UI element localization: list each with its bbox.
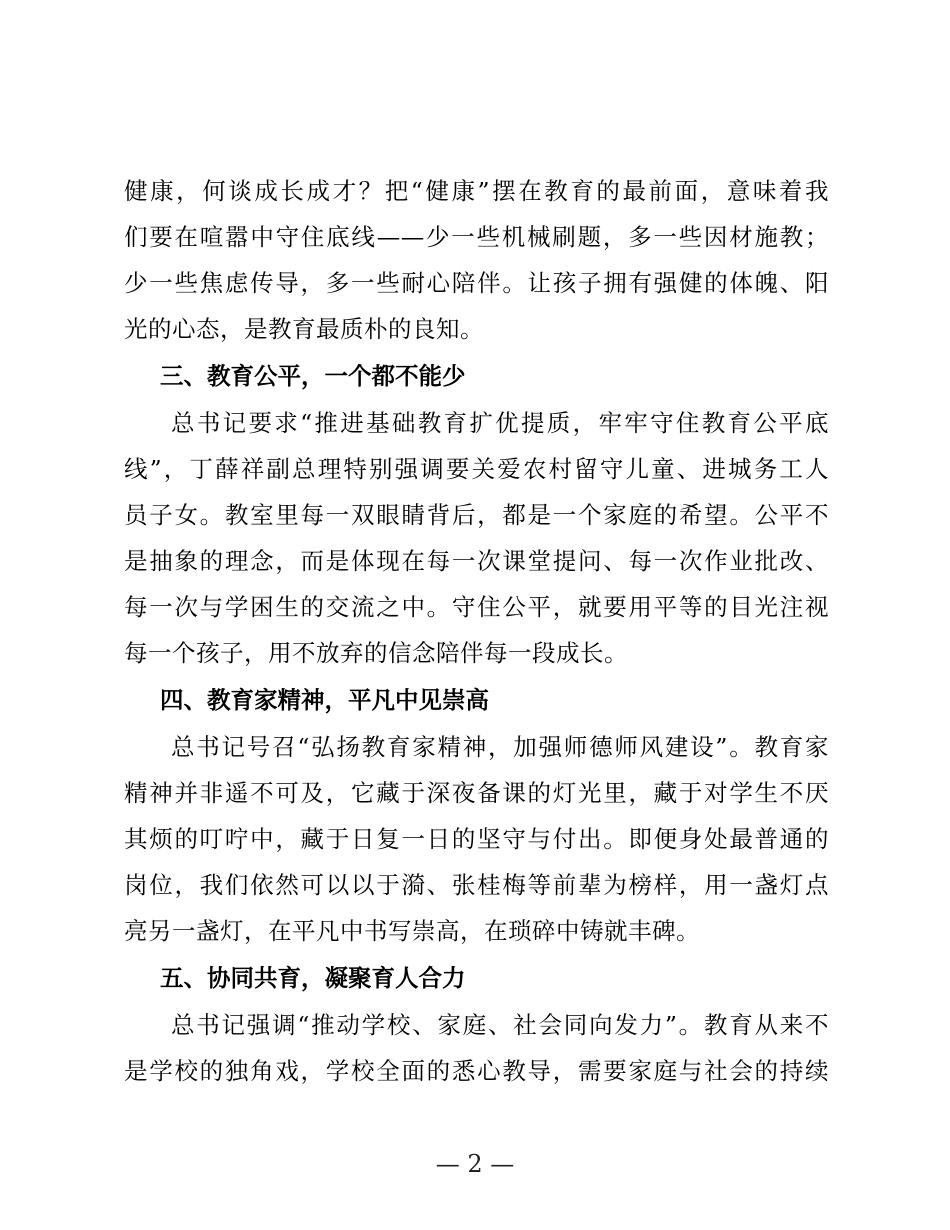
- paragraph-first-line: 总书记要求“推进基础教育扩优提质，牢牢守住教育公平底: [171, 409, 829, 437]
- body-line: 员子女。教室里每一双眼睛背后，都是一个家庭的希望。公平不: [124, 501, 829, 529]
- body-line: 是学校的独角戏，学校全面的悉心教导，需要家庭与社会的持续: [124, 1057, 829, 1085]
- body-line: 少一些焦虑传导，多一些耐心陪伴。让孩子拥有强健的体魄、阳: [124, 269, 829, 297]
- body-line: 其烦的叮咛中，藏于日复一日的坚守与付出。即便身处最普通的: [124, 825, 829, 853]
- body-line: 亮另一盏灯，在平凡中书写崇高，在琐碎中铸就丰碑。: [124, 917, 700, 945]
- page-number: — 2 —: [435, 1150, 515, 1178]
- paragraph-first-line: 总书记号召“弘扬教育家精神，加强师德师风建设”。教育家: [171, 733, 829, 761]
- body-line: 每一个孩子，用不放弃的信念陪伴每一段成长。: [124, 639, 628, 667]
- body-line: 岗位，我们依然可以以于漪、张桂梅等前辈为榜样，用一盏灯点: [124, 871, 829, 899]
- body-line: 线”，丁薛祥副总理特别强调要关爱农村留守儿童、进城务工人: [124, 455, 829, 483]
- body-line: 光的心态，是教育最质朴的良知。: [124, 315, 484, 343]
- body-line: 是抽象的理念，而是体现在每一次课堂提问、每一次作业批改、: [124, 547, 829, 575]
- body-line: 们要在喧嚣中守住底线——少一些机械刷题，多一些因材施教；: [124, 223, 829, 251]
- section-heading-4: 四、教育家精神，平凡中见崇高: [160, 686, 489, 714]
- document-body: [124, 168, 829, 1094]
- body-line: 每一次与学困生的交流之中。守住公平，就要用平等的目光注视: [124, 593, 829, 621]
- body-line: 健康，何谈成长成才？把“健康”摆在教育的最前面，意味着我: [124, 177, 829, 205]
- section-heading-5: 五、协同共育，凝聚育人合力: [160, 964, 466, 992]
- section-heading-3: 三、教育公平，一个都不能少: [160, 362, 466, 390]
- paragraph-first-line: 总书记强调“推动学校、家庭、社会同向发力”。教育从来不: [171, 1011, 829, 1039]
- body-line: 精神并非遥不可及，它藏于深夜备课的灯光里，藏于对学生不厌: [124, 779, 829, 807]
